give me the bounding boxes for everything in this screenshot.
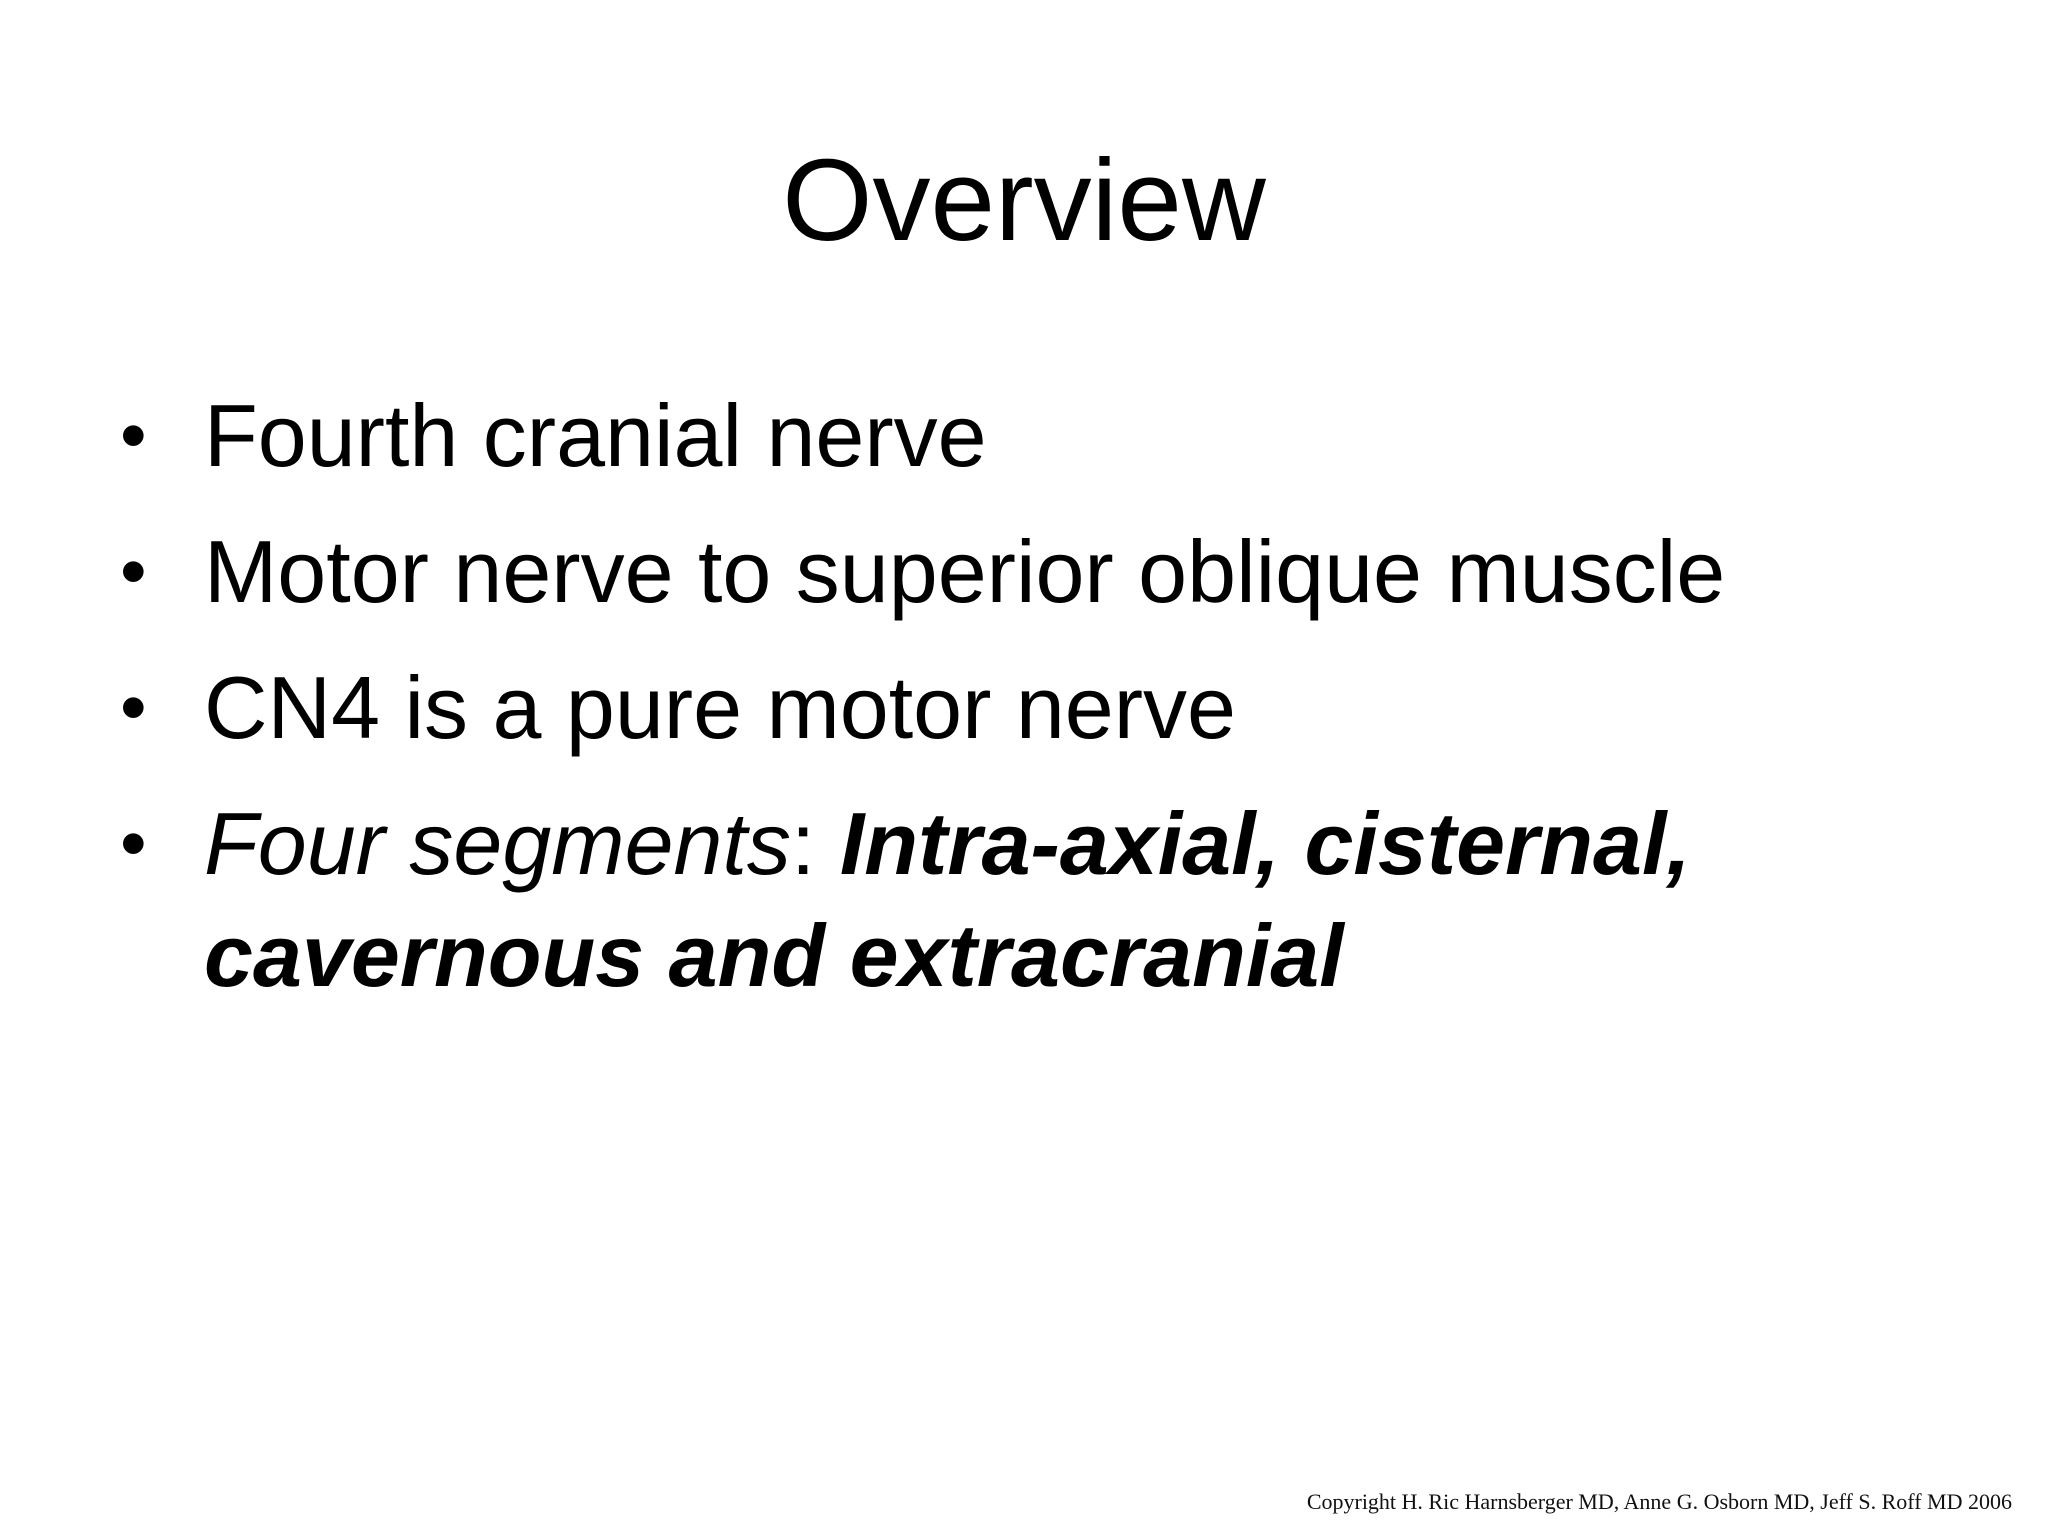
bullet-icon: • — [120, 529, 147, 614]
bullet-item — [120, 788, 1960, 1012]
bullet-item — [120, 380, 1960, 492]
bullet-item — [120, 652, 1960, 764]
bullet-list — [120, 380, 1960, 1036]
segments-list: Intra-axial, cisternal, cavernous and extracranial — [204, 794, 1691, 1005]
copyright-notice: Copyright H. Ric Harnsberger MD, Anne G. Osborn MD, Jeff S. Roff MD 2006 — [1306, 1489, 2012, 1514]
bullet-icon: • — [120, 665, 147, 750]
bullet-text: Motor nerve to superior oblique muscle — [204, 522, 1726, 621]
bullet-text: Fourth cranial nerve — [204, 386, 987, 485]
bullet-icon: • — [120, 801, 147, 886]
slide-title: Overview — [782, 135, 1266, 265]
bullet-icon: • — [120, 393, 147, 478]
segments-lead: Four segments — [204, 794, 791, 893]
bullet-item — [120, 516, 1960, 628]
segments-separator: : — [790, 794, 840, 893]
bullet-text: CN4 is a pure motor nerve — [204, 658, 1236, 757]
